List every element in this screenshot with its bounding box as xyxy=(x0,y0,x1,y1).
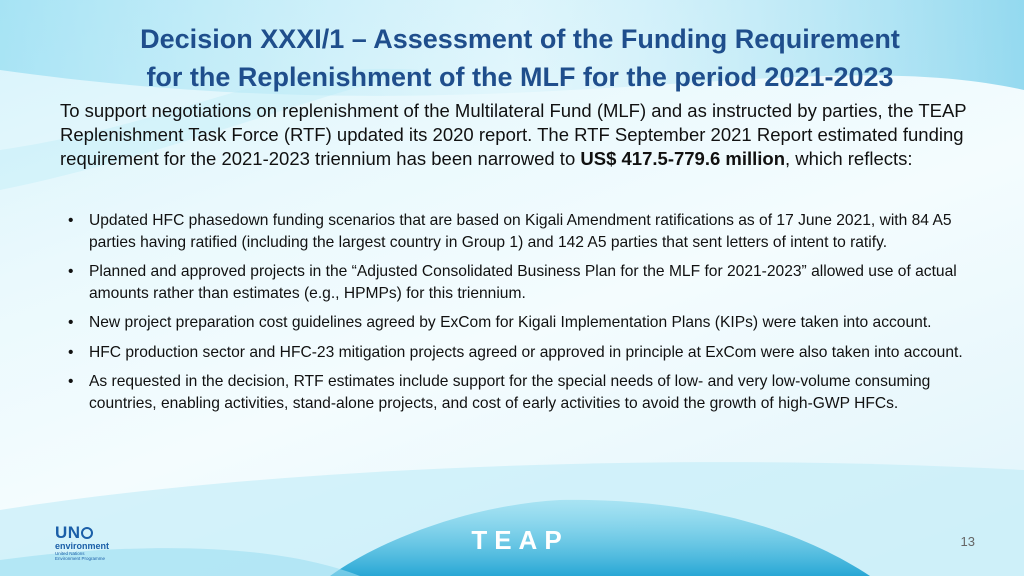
logo-un-letters: UN xyxy=(55,524,125,541)
intro-text-end: , which reflects: xyxy=(785,148,913,169)
intro-paragraph xyxy=(60,99,970,171)
bullet-text: As requested in the decision, RTF estimates include support for the special needs of low- and very low-volume consuming countries, enabling activities, stand-alone projects, and cost of early activities to avoid the growth of high-GWP HFCs. xyxy=(89,373,931,412)
bullet-icon: • xyxy=(68,212,74,229)
un-environment-logo xyxy=(55,524,125,564)
list-item xyxy=(68,261,968,304)
bullet-list xyxy=(68,210,968,422)
list-item xyxy=(68,210,968,253)
title-line-2: for the Replenishment of the MLF for the period 2021-2023 xyxy=(146,62,894,92)
teap-footer-label: TEAP xyxy=(471,525,569,555)
bullet-icon: • xyxy=(68,314,74,331)
list-item xyxy=(68,371,968,414)
bullet-text: Updated HFC phasedown funding scenarios that are based on Kigali Amendment ratifications as of 17 June 2021, with 84 A5 parties having ratified (including the largest country in Group 1) and 142 A5 parties that sent letters of intent to ratify. xyxy=(89,212,952,251)
intro-text: To support negotiations on replenishment of the Multilateral Fund (MLF) and as instructed by parties, the TEAP Replenishment Task Force (RTF) updated its 2020 report. The RTF September 2021 Report estimated funding requirement for the 2021-2023 triennium has been narrowed to xyxy=(60,100,967,169)
page-number: 13 xyxy=(960,534,975,549)
funding-amount: US$ 417.5-779.6 million xyxy=(580,148,786,169)
slide-title xyxy=(60,20,980,96)
list-item xyxy=(68,342,968,364)
bullet-text: Planned and approved projects in the “Adjusted Consolidated Business Plan for the MLF for 2021-2023” allowed use of actual amounts rather than estimates (e.g., HPMPs) for this triennium. xyxy=(89,263,957,302)
logo-environment-text: environment xyxy=(55,541,110,551)
bullet-icon: • xyxy=(68,343,74,361)
list-item xyxy=(68,312,968,334)
bullet-text: HFC production sector and HFC-23 mitigation projects agreed or approved in principle at ExCom were also taken into account. xyxy=(89,343,963,361)
bullet-text: New project preparation cost guidelines agreed by ExCom for Kigali Implementation Plans (KIPs) were taken into account. xyxy=(89,314,932,331)
logo-org-line-1: United Nations xyxy=(55,551,85,556)
logo-globe-icon xyxy=(81,527,93,539)
logo-org-line-2: Environment Programme xyxy=(55,556,106,561)
title-line-1: Decision XXXI/1 – Assessment of the Funding Requirement xyxy=(140,24,900,54)
bullet-icon: • xyxy=(68,263,74,280)
bullet-icon: • xyxy=(68,373,74,390)
